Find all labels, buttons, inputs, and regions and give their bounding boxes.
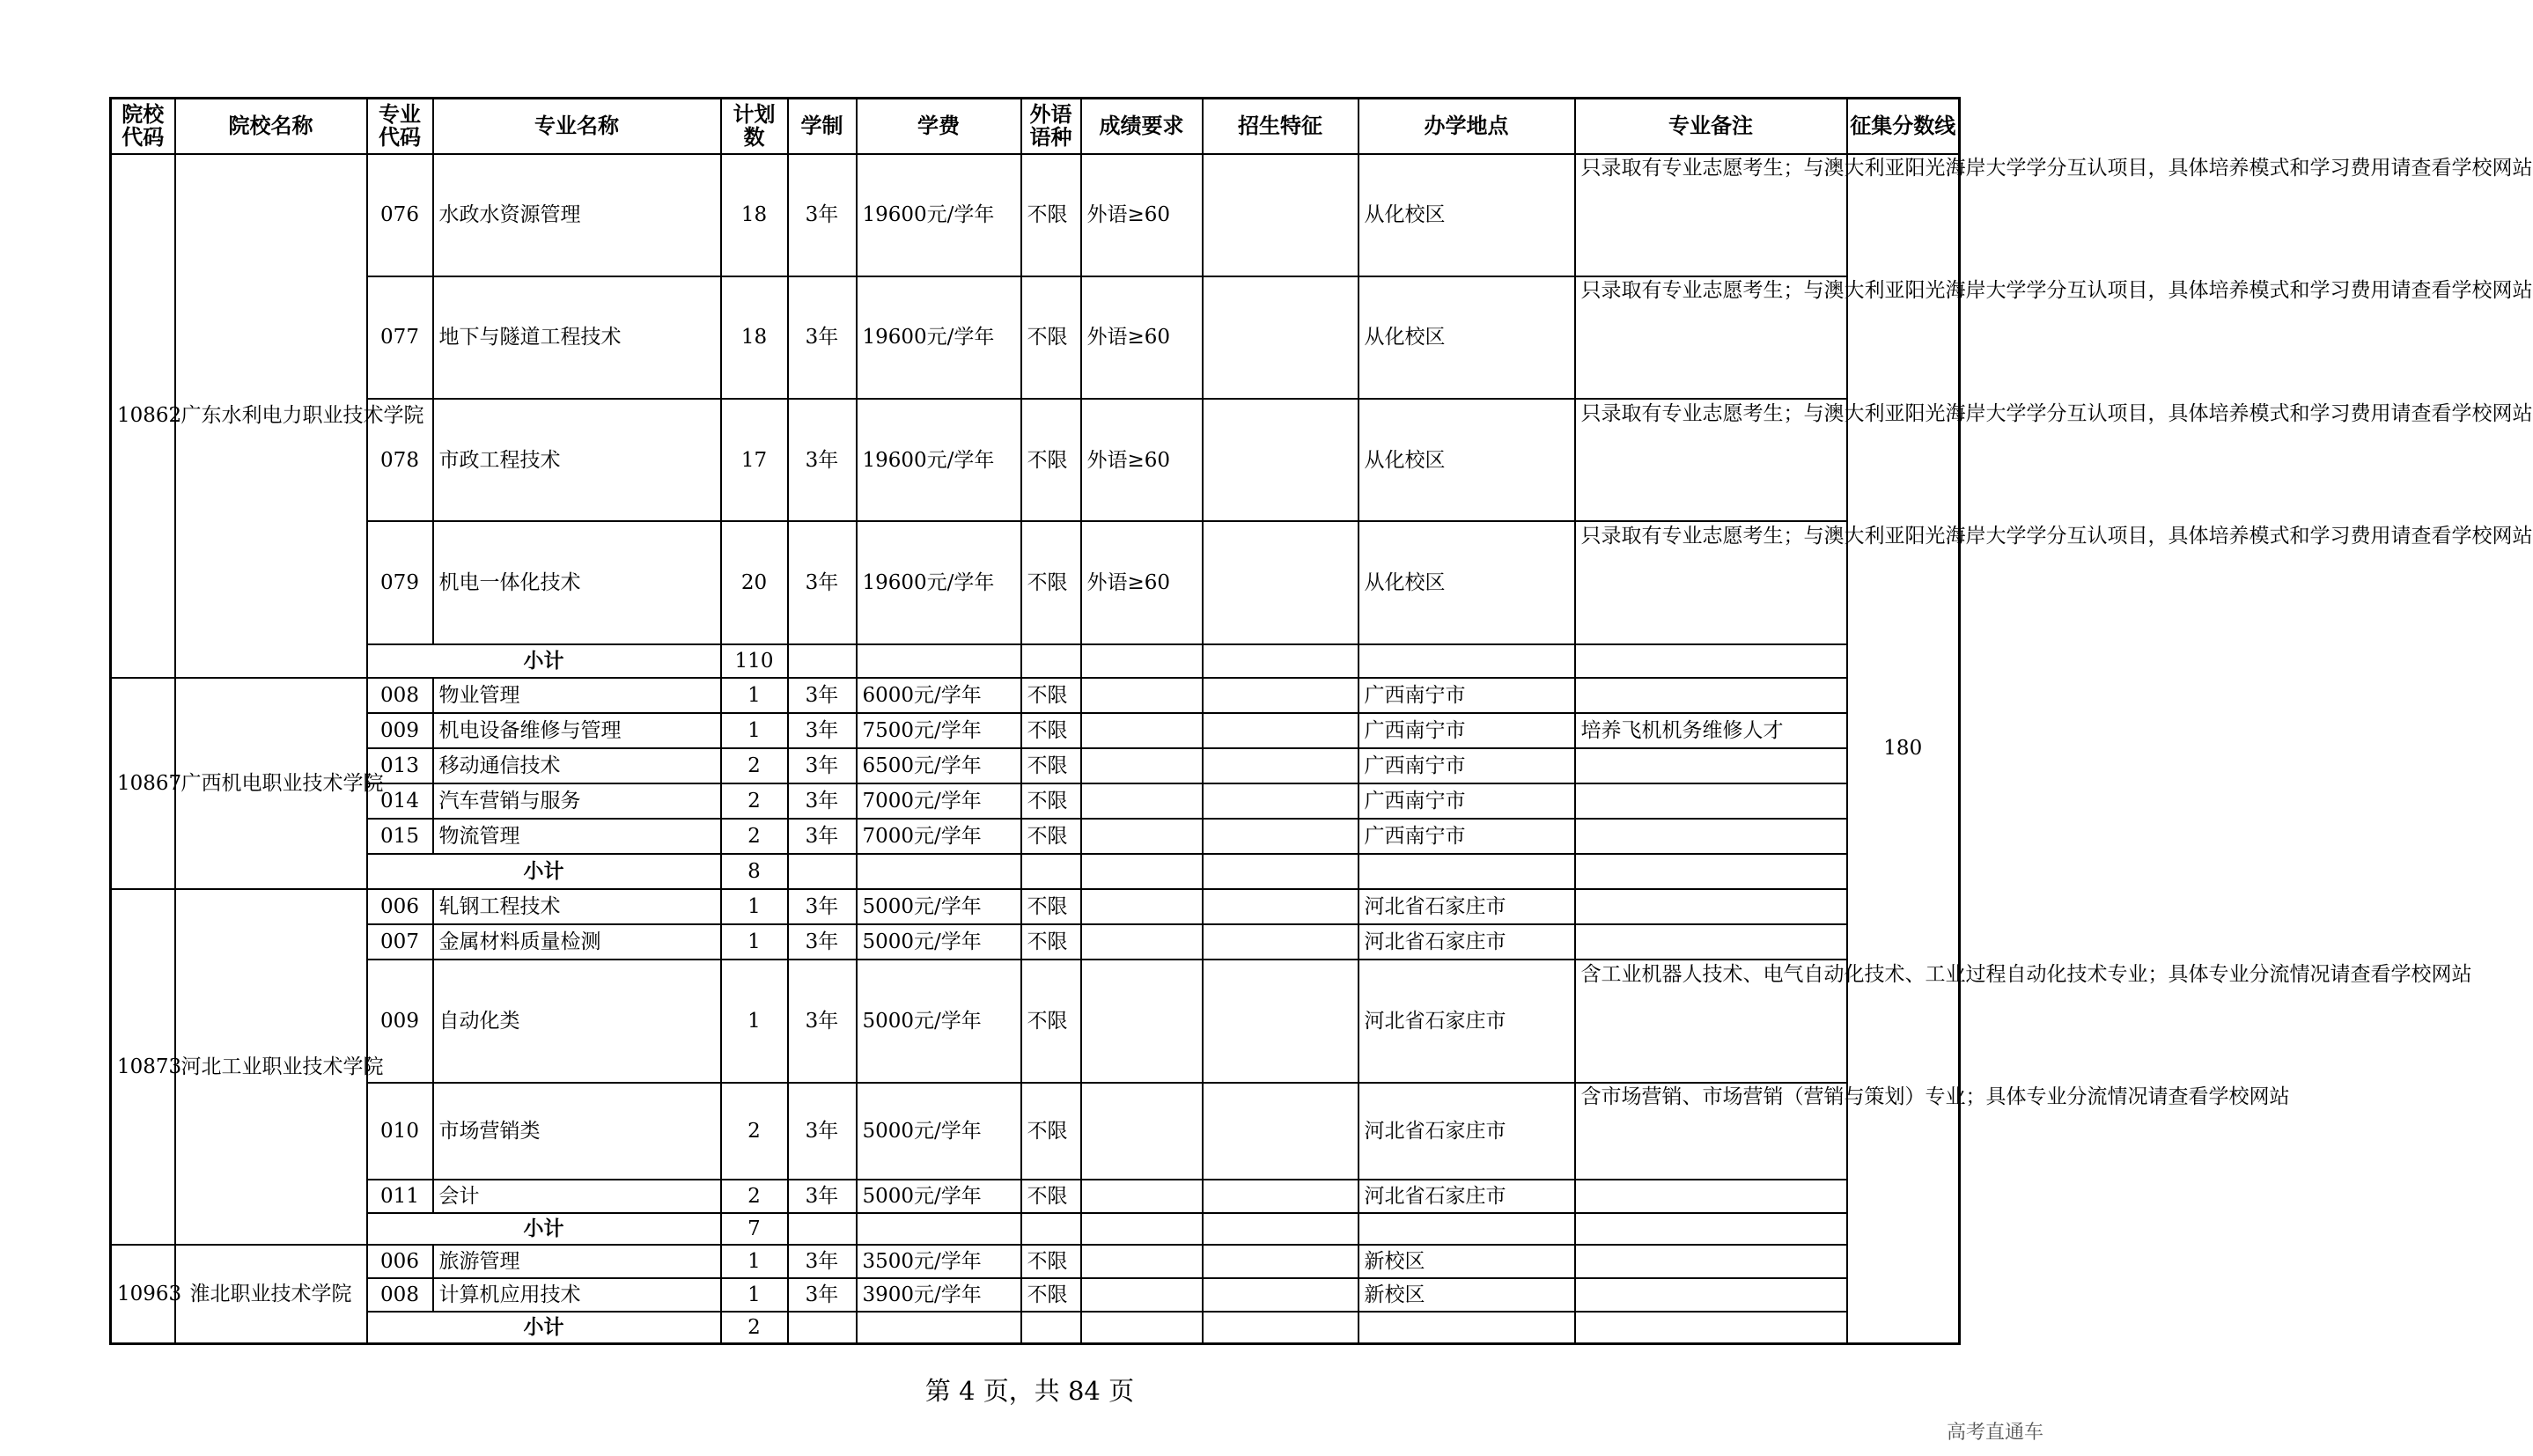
tuition: 19600元/学年 bbox=[857, 399, 1021, 521]
score-requirement bbox=[1081, 678, 1203, 713]
language: 不限 bbox=[1021, 819, 1081, 854]
duration: 3年 bbox=[788, 748, 857, 783]
major-name: 汽车营销与服务 bbox=[433, 783, 721, 819]
major-code: 008 bbox=[367, 1278, 433, 1312]
features bbox=[1203, 1245, 1359, 1278]
major-name: 自动化类 bbox=[433, 960, 721, 1082]
major-name: 移动通信技术 bbox=[433, 748, 721, 783]
tuition: 5000元/学年 bbox=[857, 1180, 1021, 1213]
table-row bbox=[111, 960, 1960, 1082]
duration: 3年 bbox=[788, 713, 857, 748]
features bbox=[1203, 678, 1359, 713]
duration: 3年 bbox=[788, 819, 857, 854]
score-requirement bbox=[1081, 783, 1203, 819]
features bbox=[1203, 399, 1359, 521]
table-row bbox=[111, 1245, 1960, 1278]
plan-count: 2 bbox=[721, 819, 788, 854]
remarks bbox=[1575, 399, 2533, 521]
tuition: 5000元/学年 bbox=[857, 924, 1021, 960]
plan-count: 2 bbox=[721, 1180, 788, 1213]
features bbox=[1203, 889, 1359, 924]
duration: 3年 bbox=[788, 154, 857, 276]
remarks-text: 只录取有专业志愿考生；与澳大利亚阳光海岸大学学分互认项目，具体培养模式和学习费用请查看学校网站 bbox=[1580, 525, 2533, 548]
features bbox=[1203, 960, 1359, 1082]
language: 不限 bbox=[1021, 399, 1081, 521]
table-header-row bbox=[111, 99, 1960, 154]
duration: 3年 bbox=[788, 783, 857, 819]
header-language: 外语语种 bbox=[1021, 99, 1081, 154]
page-number-footer: 第 4 页，共 84 页 bbox=[924, 1376, 1135, 1406]
table-row bbox=[111, 713, 1960, 748]
tuition: 5000元/学年 bbox=[857, 1083, 1021, 1180]
tuition: 19600元/学年 bbox=[857, 521, 1021, 643]
table-row bbox=[111, 819, 1960, 854]
table-row bbox=[111, 1083, 1960, 1180]
location: 河北省石家庄市 bbox=[1359, 924, 1575, 960]
features bbox=[1203, 276, 1359, 399]
subtotal-row bbox=[111, 1213, 1960, 1245]
score-requirement bbox=[1081, 1083, 1203, 1180]
subtotal-label: 小计 bbox=[367, 854, 721, 889]
features bbox=[1203, 521, 1359, 643]
duration: 3年 bbox=[788, 1278, 857, 1312]
plan-count: 1 bbox=[721, 960, 788, 1082]
tuition: 19600元/学年 bbox=[857, 154, 1021, 276]
plan-count: 2 bbox=[721, 1083, 788, 1180]
score-requirement: 外语≥60 bbox=[1081, 399, 1203, 521]
remarks bbox=[1575, 819, 1847, 854]
score-requirement bbox=[1081, 889, 1203, 924]
subtotal-label: 小计 bbox=[367, 1312, 721, 1343]
remarks bbox=[1575, 748, 1847, 783]
score-requirement bbox=[1081, 748, 1203, 783]
location: 河北省石家庄市 bbox=[1359, 1180, 1575, 1213]
major-name: 水政水资源管理 bbox=[433, 154, 721, 276]
major-code: 015 bbox=[367, 819, 433, 854]
language: 不限 bbox=[1021, 748, 1081, 783]
language: 不限 bbox=[1021, 713, 1081, 748]
language: 不限 bbox=[1021, 783, 1081, 819]
school-name: 广西机电职业技术学院 bbox=[175, 678, 367, 889]
subtotal-label: 小计 bbox=[367, 1213, 721, 1245]
remarks-text: 只录取有专业志愿考生；与澳大利亚阳光海岸大学学分互认项目，具体培养模式和学习费用请查看学校网站 bbox=[1580, 279, 2533, 303]
tuition: 19600元/学年 bbox=[857, 276, 1021, 399]
major-code: 006 bbox=[367, 1245, 433, 1278]
subtotal-row bbox=[111, 854, 1960, 889]
score-requirement bbox=[1081, 960, 1203, 1082]
duration: 3年 bbox=[788, 276, 857, 399]
major-code: 009 bbox=[367, 960, 433, 1082]
header-features: 招生特征 bbox=[1203, 99, 1359, 154]
language: 不限 bbox=[1021, 924, 1081, 960]
major-name: 会计 bbox=[433, 1180, 721, 1213]
remarks bbox=[1575, 889, 1847, 924]
language: 不限 bbox=[1021, 521, 1081, 643]
remarks bbox=[1575, 1180, 1847, 1213]
major-code: 010 bbox=[367, 1083, 433, 1180]
score-requirement bbox=[1081, 1278, 1203, 1312]
school-code: 10862 bbox=[111, 154, 175, 678]
subtotal-value: 2 bbox=[721, 1312, 788, 1343]
major-code: 013 bbox=[367, 748, 433, 783]
location: 从化校区 bbox=[1359, 521, 1575, 643]
school-name: 淮北职业技术学院 bbox=[175, 1245, 367, 1343]
header-plan-count: 计划数 bbox=[721, 99, 788, 154]
table-row bbox=[111, 154, 1960, 276]
major-name: 地下与隧道工程技术 bbox=[433, 276, 721, 399]
header-remarks: 专业备注 bbox=[1575, 99, 1847, 154]
header-school-name: 院校名称 bbox=[175, 99, 367, 154]
table-row bbox=[111, 276, 1960, 399]
watermark: 高考直通车 bbox=[1946, 1422, 2043, 1444]
plan-count: 1 bbox=[721, 1278, 788, 1312]
language: 不限 bbox=[1021, 276, 1081, 399]
major-name: 市场营销类 bbox=[433, 1083, 721, 1180]
remarks bbox=[1575, 276, 2533, 399]
table-row bbox=[111, 748, 1960, 783]
major-name: 市政工程技术 bbox=[433, 399, 721, 521]
tuition: 3900元/学年 bbox=[857, 1278, 1021, 1312]
tuition: 7000元/学年 bbox=[857, 819, 1021, 854]
tuition: 5000元/学年 bbox=[857, 960, 1021, 1082]
table-row bbox=[111, 521, 1960, 643]
language: 不限 bbox=[1021, 1245, 1081, 1278]
major-code: 079 bbox=[367, 521, 433, 643]
school-name: 广东水利电力职业技术学院 bbox=[175, 154, 367, 678]
major-code: 076 bbox=[367, 154, 433, 276]
location: 广西南宁市 bbox=[1359, 678, 1575, 713]
major-code: 014 bbox=[367, 783, 433, 819]
header-school-code: 院校代码 bbox=[111, 99, 175, 154]
location: 河北省石家庄市 bbox=[1359, 960, 1575, 1082]
duration: 3年 bbox=[788, 678, 857, 713]
remarks bbox=[1575, 1083, 2290, 1180]
location: 从化校区 bbox=[1359, 276, 1575, 399]
features bbox=[1203, 1180, 1359, 1213]
location: 新校区 bbox=[1359, 1278, 1575, 1312]
major-name: 金属材料质量检测 bbox=[433, 924, 721, 960]
language: 不限 bbox=[1021, 154, 1081, 276]
language: 不限 bbox=[1021, 960, 1081, 1082]
language: 不限 bbox=[1021, 1083, 1081, 1180]
plan-count: 1 bbox=[721, 678, 788, 713]
major-name: 机电设备维修与管理 bbox=[433, 713, 721, 748]
score-requirement: 外语≥60 bbox=[1081, 154, 1203, 276]
score-requirement bbox=[1081, 1180, 1203, 1213]
school-code: 10867 bbox=[111, 678, 175, 889]
duration: 3年 bbox=[788, 1180, 857, 1213]
duration: 3年 bbox=[788, 399, 857, 521]
features bbox=[1203, 748, 1359, 783]
location: 广西南宁市 bbox=[1359, 819, 1575, 854]
features bbox=[1203, 154, 1359, 276]
language: 不限 bbox=[1021, 889, 1081, 924]
subtotal-label: 小计 bbox=[367, 644, 721, 678]
remarks-text: 只录取有专业志愿考生；与澳大利亚阳光海岸大学学分互认项目，具体培养模式和学习费用请查看学校网站 bbox=[1580, 157, 2533, 180]
header-score-requirement: 成绩要求 bbox=[1081, 99, 1203, 154]
major-code: 077 bbox=[367, 276, 433, 399]
major-name: 机电一体化技术 bbox=[433, 521, 721, 643]
features bbox=[1203, 783, 1359, 819]
remarks: 培养飞机机务维修人才 bbox=[1575, 713, 1847, 748]
score-requirement bbox=[1081, 713, 1203, 748]
plan-count: 1 bbox=[721, 713, 788, 748]
tuition: 5000元/学年 bbox=[857, 889, 1021, 924]
duration: 3年 bbox=[788, 1083, 857, 1180]
subtotal-value: 7 bbox=[721, 1213, 788, 1245]
duration: 3年 bbox=[788, 521, 857, 643]
plan-count: 18 bbox=[721, 154, 788, 276]
major-code: 007 bbox=[367, 924, 433, 960]
location: 广西南宁市 bbox=[1359, 783, 1575, 819]
score-requirement bbox=[1081, 819, 1203, 854]
tuition: 6000元/学年 bbox=[857, 678, 1021, 713]
location: 广西南宁市 bbox=[1359, 713, 1575, 748]
score-requirement: 外语≥60 bbox=[1081, 521, 1203, 643]
major-code: 008 bbox=[367, 678, 433, 713]
location: 从化校区 bbox=[1359, 399, 1575, 521]
header-cutoff: 征集分数线 bbox=[1847, 99, 1960, 154]
remarks bbox=[1575, 521, 2533, 643]
plan-count: 1 bbox=[721, 889, 788, 924]
features bbox=[1203, 819, 1359, 854]
location: 从化校区 bbox=[1359, 154, 1575, 276]
duration: 3年 bbox=[788, 1245, 857, 1278]
major-name: 物流管理 bbox=[433, 819, 721, 854]
table-row bbox=[111, 1278, 1960, 1312]
table-row bbox=[111, 678, 1960, 713]
school-code: 10873 bbox=[111, 889, 175, 1245]
remarks bbox=[1575, 678, 1847, 713]
major-code: 009 bbox=[367, 713, 433, 748]
remarks bbox=[1575, 924, 1847, 960]
header-major-name: 专业名称 bbox=[433, 99, 721, 154]
location: 广西南宁市 bbox=[1359, 748, 1575, 783]
remarks-text: 只录取有专业志愿考生；与澳大利亚阳光海岸大学学分互认项目，具体培养模式和学习费用请查看学校网站 bbox=[1580, 401, 2533, 425]
remarks-text: 含工业机器人技术、电气自动化技术、工业过程自动化技术专业；具体专业分流情况请查看学校网站 bbox=[1580, 963, 2472, 987]
language: 不限 bbox=[1021, 1180, 1081, 1213]
major-name: 物业管理 bbox=[433, 678, 721, 713]
tuition: 7000元/学年 bbox=[857, 783, 1021, 819]
table-row bbox=[111, 1180, 1960, 1213]
school-name: 河北工业职业技术学院 bbox=[175, 889, 367, 1245]
duration: 3年 bbox=[788, 889, 857, 924]
table-row bbox=[111, 889, 1960, 924]
header-tuition: 学费 bbox=[857, 99, 1021, 154]
subtotal-row bbox=[111, 644, 1960, 678]
score-requirement: 外语≥60 bbox=[1081, 276, 1203, 399]
admission-plan-table bbox=[109, 97, 2533, 1345]
features bbox=[1203, 713, 1359, 748]
remarks bbox=[1575, 783, 1847, 819]
remarks-text: 含市场营销、市场营销（营销与策划）专业；具体专业分流情况请查看学校网站 bbox=[1580, 1085, 2290, 1108]
plan-count: 1 bbox=[721, 1245, 788, 1278]
language: 不限 bbox=[1021, 678, 1081, 713]
table-row bbox=[111, 924, 1960, 960]
score-requirement bbox=[1081, 924, 1203, 960]
remarks bbox=[1575, 1245, 1847, 1278]
plan-count: 20 bbox=[721, 521, 788, 643]
subtotal-value: 8 bbox=[721, 854, 788, 889]
plan-count: 2 bbox=[721, 748, 788, 783]
plan-count: 18 bbox=[721, 276, 788, 399]
remarks bbox=[1575, 154, 2533, 276]
tuition: 7500元/学年 bbox=[857, 713, 1021, 748]
major-name: 计算机应用技术 bbox=[433, 1278, 721, 1312]
language: 不限 bbox=[1021, 1278, 1081, 1312]
major-code: 006 bbox=[367, 889, 433, 924]
school-code: 10963 bbox=[111, 1245, 175, 1343]
plan-count: 1 bbox=[721, 924, 788, 960]
tuition: 3500元/学年 bbox=[857, 1245, 1021, 1278]
remarks bbox=[1575, 1278, 1847, 1312]
features bbox=[1203, 1083, 1359, 1180]
subtotal-value: 110 bbox=[721, 644, 788, 678]
location: 河北省石家庄市 bbox=[1359, 1083, 1575, 1180]
major-name: 旅游管理 bbox=[433, 1245, 721, 1278]
subtotal-row bbox=[111, 1312, 1960, 1343]
plan-count: 2 bbox=[721, 783, 788, 819]
location: 新校区 bbox=[1359, 1245, 1575, 1278]
features bbox=[1203, 1278, 1359, 1312]
score-requirement bbox=[1081, 1245, 1203, 1278]
location: 河北省石家庄市 bbox=[1359, 889, 1575, 924]
cutoff-score: 180 bbox=[1847, 154, 1960, 1344]
header-duration: 学制 bbox=[788, 99, 857, 154]
major-code: 078 bbox=[367, 399, 433, 521]
duration: 3年 bbox=[788, 924, 857, 960]
header-major-code: 专业代码 bbox=[367, 99, 433, 154]
major-name: 轧钢工程技术 bbox=[433, 889, 721, 924]
features bbox=[1203, 924, 1359, 960]
header-location: 办学地点 bbox=[1359, 99, 1575, 154]
table-row bbox=[111, 783, 1960, 819]
plan-count: 17 bbox=[721, 399, 788, 521]
major-code: 011 bbox=[367, 1180, 433, 1213]
tuition: 6500元/学年 bbox=[857, 748, 1021, 783]
duration: 3年 bbox=[788, 960, 857, 1082]
remarks bbox=[1575, 960, 2472, 1082]
